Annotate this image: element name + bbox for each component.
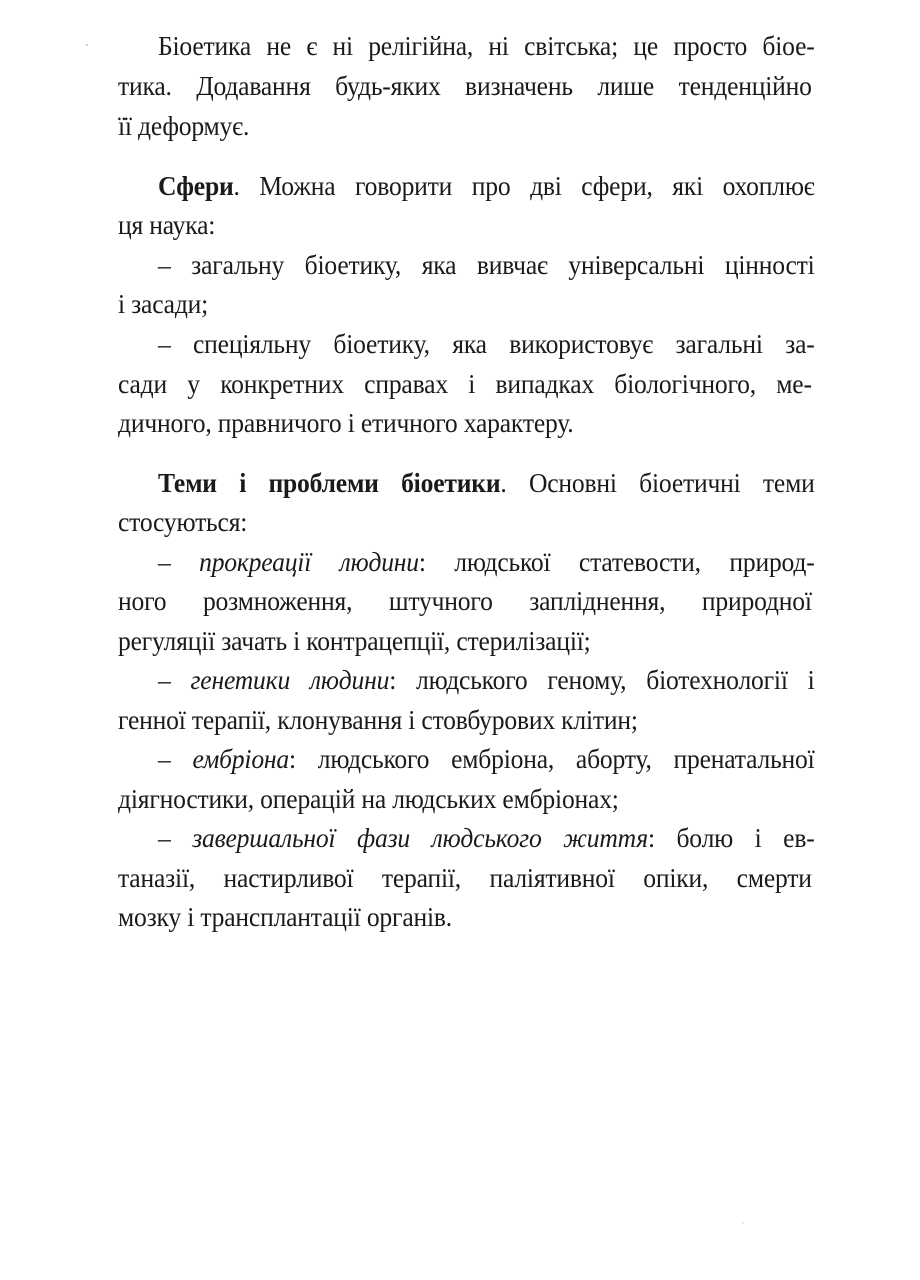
list-item-line: регуляції зачать і контрацепції, стерилізації; [118,625,591,656]
text-line: ця наука: [118,209,216,240]
list-item-line: – прокреації людини: людської статевости, природ- [158,546,815,577]
list-item-line: мозку і трансплантації органів. [118,901,453,932]
scan-speck [86,44,88,46]
list-item-line: ного розмноження, штучного запліднення, природної [118,585,812,616]
list-item-line: таназії, настирливої терапії, паліятивної опіки, смерти [118,862,812,893]
list-item-line: і засади; [118,288,209,319]
list-item-line: дичного, правничого і етичного характеру. [118,407,574,438]
text-line: тика. Додавання будь-яких визначень лише тенденційно [118,70,812,101]
text-line: її деформує. [118,110,250,141]
list-item-line: – загальну біоетику, яка вивчає універсальні цінності [158,249,815,280]
list-item-line: генної терапії, клонування і стовбурових клітин; [118,704,638,735]
topic-term: завершальної фази людського життя [192,822,648,853]
text-line: стосуються: [118,506,248,537]
list-item-line: діягностики, операцій на людських ембріонах; [118,783,619,814]
list-item-line: – генетики людини: людського геному, біотехнології і [158,664,815,695]
section-heading: Теми і проблеми біоетики [158,467,501,498]
scan-speck [742,1222,744,1224]
topic-term: генетики людини [190,664,390,695]
topic-term: прокреації людини [199,546,419,577]
list-item-line: – ембріона: людського ембріона, аборту, пренатальної [158,743,815,774]
section-lead-line: Сфери. Можна говорити про дві сфери, які охоплює [158,170,815,201]
section-heading: Сфери [158,170,234,201]
topic-term: ембріона [192,743,290,774]
text-line: Біоетика не є ні релігійна, ні світська; це просто біое- [158,30,815,61]
list-item-line: – завершальної фази людського життя: болю і ев- [158,822,815,853]
section-lead-line: Теми і проблеми біоетики. Основні біоетичні теми [158,467,815,498]
list-item-line: – спеціяльну біоетику, яка використовує загальні за- [158,328,815,359]
list-item-line: сади у конкретних справах і випадках біологічного, ме- [118,368,812,399]
